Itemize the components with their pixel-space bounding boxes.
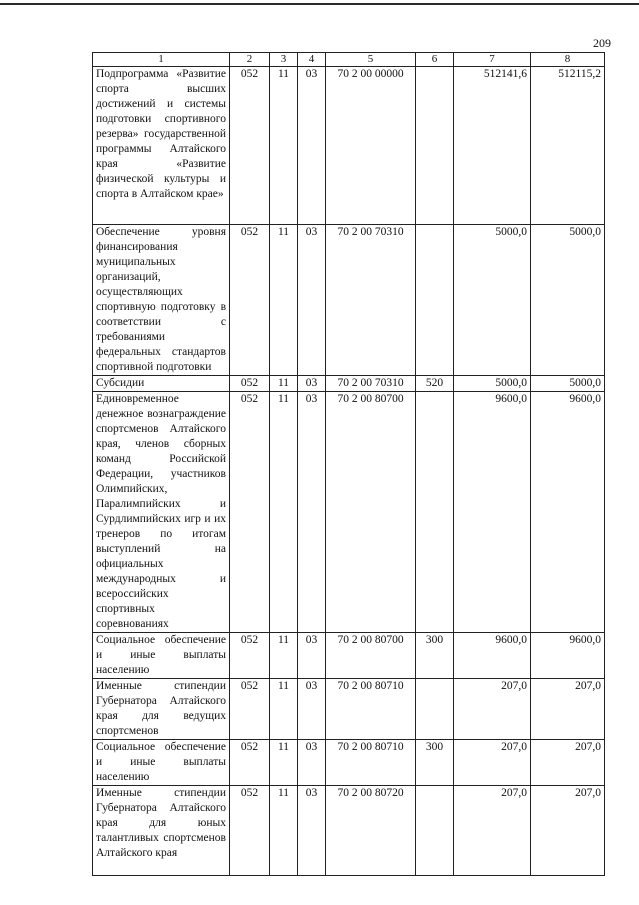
section-cell: 11 <box>270 740 298 786</box>
expense-type-cell: 300 <box>416 740 454 786</box>
row-name-cell: Социальное обеспечение и иные выплаты населению <box>93 633 230 679</box>
column-header: 2 <box>230 53 270 67</box>
column-number-row <box>93 53 605 67</box>
subsection-cell: 03 <box>298 392 326 633</box>
expense-type-cell <box>416 392 454 633</box>
ved-cell: 052 <box>230 740 270 786</box>
target-article-cell: 70 2 00 70310 <box>326 225 416 376</box>
expense-type-cell <box>416 225 454 376</box>
amount-cell-7: 9600,0 <box>454 633 531 679</box>
amount-cell-7: 207,0 <box>454 786 531 876</box>
page-top-rule <box>0 3 639 5</box>
amount-cell-8: 207,0 <box>531 740 605 786</box>
target-article-cell: 70 2 00 80710 <box>326 740 416 786</box>
section-cell: 11 <box>270 392 298 633</box>
amount-cell-7: 5000,0 <box>454 225 531 376</box>
expense-type-cell <box>416 786 454 876</box>
target-article-cell: 70 2 00 70310 <box>326 376 416 392</box>
table-row <box>93 786 605 876</box>
subsection-cell: 03 <box>298 740 326 786</box>
table-row <box>93 376 605 392</box>
amount-cell-7: 512141,6 <box>454 67 531 225</box>
subsection-cell: 03 <box>298 225 326 376</box>
column-header: 4 <box>298 53 326 67</box>
amount-cell-8: 207,0 <box>531 786 605 876</box>
target-article-cell: 70 2 00 80720 <box>326 786 416 876</box>
amount-cell-8: 5000,0 <box>531 225 605 376</box>
section-cell: 11 <box>270 376 298 392</box>
table-row <box>93 633 605 679</box>
column-header: 3 <box>270 53 298 67</box>
row-name-cell: Обеспечение уровня финансирования муниципальных организаций, осуществляющих спортивную подготовку в соответствии с требованиями федеральных стандартов спортивной подготовки <box>93 225 230 376</box>
section-cell: 11 <box>270 786 298 876</box>
ved-cell: 052 <box>230 633 270 679</box>
section-cell: 11 <box>270 633 298 679</box>
row-name-cell: Единовременное денежное вознаграждение спортсменов Алтайского края, членов сборных команд Российской Федерации, участников Олимпийских, Паралимпийских и Сурдлимпийских игр и их тренеров по итогам выступлений на официальных международных и всероссийских спортивных соревнованиях <box>93 392 230 633</box>
table-row <box>93 740 605 786</box>
expense-type-cell <box>416 679 454 740</box>
ved-cell: 052 <box>230 786 270 876</box>
amount-cell-7: 207,0 <box>454 740 531 786</box>
section-cell: 11 <box>270 679 298 740</box>
page-number: 209 <box>593 36 611 50</box>
column-header: 7 <box>454 53 531 67</box>
amount-cell-8: 9600,0 <box>531 392 605 633</box>
table-row <box>93 225 605 376</box>
table-row <box>93 67 605 225</box>
column-header: 6 <box>416 53 454 67</box>
table-row <box>93 392 605 633</box>
subsection-cell: 03 <box>298 786 326 876</box>
row-name-cell: Именные стипендии Губернатора Алтайского края для ведущих спортсменов <box>93 679 230 740</box>
column-header: 1 <box>93 53 230 67</box>
amount-cell-8: 512115,2 <box>531 67 605 225</box>
section-cell: 11 <box>270 67 298 225</box>
target-article-cell: 70 2 00 00000 <box>326 67 416 225</box>
amount-cell-8: 9600,0 <box>531 633 605 679</box>
amount-cell-7: 207,0 <box>454 679 531 740</box>
amount-cell-7: 5000,0 <box>454 376 531 392</box>
subsection-cell: 03 <box>298 633 326 679</box>
table-row <box>93 679 605 740</box>
ved-cell: 052 <box>230 679 270 740</box>
expense-type-cell: 520 <box>416 376 454 392</box>
amount-cell-8: 207,0 <box>531 679 605 740</box>
ved-cell: 052 <box>230 225 270 376</box>
column-header: 5 <box>326 53 416 67</box>
subsection-cell: 03 <box>298 67 326 225</box>
subsection-cell: 03 <box>298 376 326 392</box>
row-name-cell: Социальное обеспечение и иные выплаты населению <box>93 740 230 786</box>
column-header: 8 <box>531 53 605 67</box>
ved-cell: 052 <box>230 376 270 392</box>
budget-table <box>92 52 605 876</box>
section-cell: 11 <box>270 225 298 376</box>
ved-cell: 052 <box>230 392 270 633</box>
target-article-cell: 70 2 00 80710 <box>326 679 416 740</box>
amount-cell-8: 5000,0 <box>531 376 605 392</box>
amount-cell-7: 9600,0 <box>454 392 531 633</box>
expense-type-cell: 300 <box>416 633 454 679</box>
row-name-cell: Субсидии <box>93 376 230 392</box>
target-article-cell: 70 2 00 80700 <box>326 392 416 633</box>
expense-type-cell <box>416 67 454 225</box>
row-name-cell: Именные стипендии Губернатора Алтайского края для юных талантливых спортсменов Алтайского края <box>93 786 230 876</box>
subsection-cell: 03 <box>298 679 326 740</box>
row-name-cell: Подпрограмма «Развитие спорта высших достижений и системы подготовки спортивного резерва» государственной программы Алтайского края «Развитие физической культуры и спорта в Алтайском крае» <box>93 67 230 225</box>
target-article-cell: 70 2 00 80700 <box>326 633 416 679</box>
ved-cell: 052 <box>230 67 270 225</box>
